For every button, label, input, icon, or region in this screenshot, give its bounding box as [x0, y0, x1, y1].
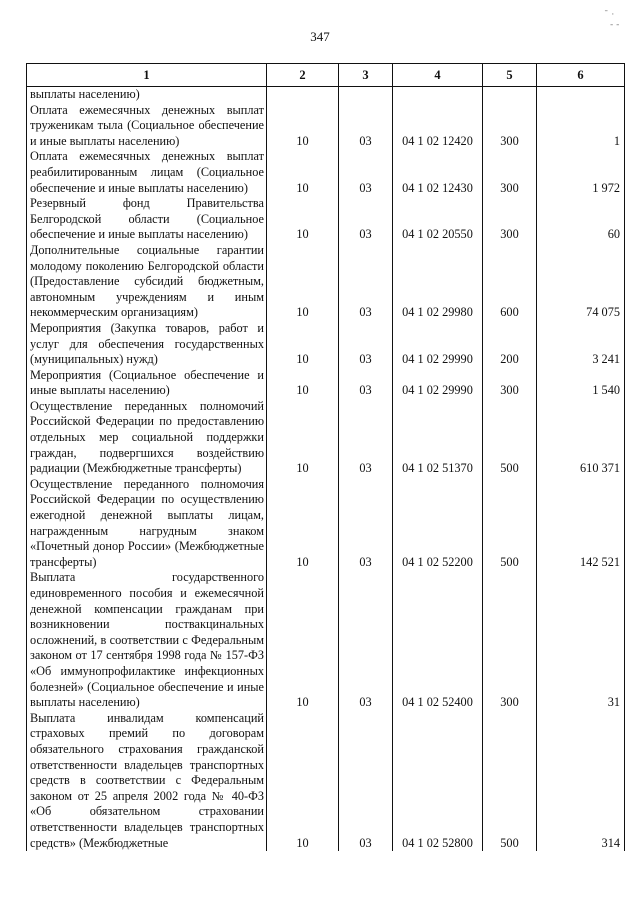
row-description: Мероприятия (Социальное обеспечение и иные выплаты населению) — [27, 368, 267, 399]
continuation-row — [27, 87, 625, 103]
row-subsection: 03 — [339, 477, 393, 571]
row-target-code: 04 1 02 12420 — [393, 103, 483, 150]
column-header-2: 2 — [267, 64, 339, 87]
row-expense-type: 500 — [483, 711, 537, 851]
row-expense-type: 300 — [483, 368, 537, 399]
row-section: 10 — [267, 149, 339, 196]
row-subsection: 03 — [339, 103, 393, 150]
row-target-code: 04 1 02 52200 — [393, 477, 483, 571]
row-subsection: 03 — [339, 149, 393, 196]
row-expense-type: 300 — [483, 149, 537, 196]
row-section: 10 — [267, 321, 339, 368]
continuation-text: выплаты населению) — [27, 87, 267, 103]
row-description: Осуществление переданного полномочия Российской Федерации по осуществлению ежегодной денежной выплаты лицам, награжденным нагрудным знаком «Почетный донор России» (Межбюджетные трансферты) — [27, 477, 267, 571]
table-row — [27, 321, 625, 368]
row-expense-type: 500 — [483, 477, 537, 571]
table-body — [27, 87, 625, 852]
row-amount: 1 972 — [537, 149, 625, 196]
row-description: Выплата инвалидам компенсаций страховых премий по договорам обязательного страхования гражданской ответственности владельцев транспортных средств в соответствии с Федеральным законом от 25 апреля 2002 года № 40-ФЗ «Об обязательном страховании ответственности владельцев транспортных средств» (Межбюджетные — [27, 711, 267, 851]
row-description: Дополнительные социальные гарантии молодому поколению Белгородской области (Предоставление субсидий бюджетным, автономным учреждениям и иным некоммерческим организациям) — [27, 243, 267, 321]
row-description: Оплата ежемесячных денежных выплат труженикам тыла (Социальное обеспечение и иные выплаты населению) — [27, 103, 267, 150]
row-section: 10 — [267, 477, 339, 571]
column-header-6: 6 — [537, 64, 625, 87]
row-target-code: 04 1 02 20550 — [393, 196, 483, 243]
row-expense-type: 600 — [483, 243, 537, 321]
row-target-code: 04 1 02 29990 — [393, 321, 483, 368]
row-amount: 1 — [537, 103, 625, 150]
row-expense-type: 300 — [483, 570, 537, 710]
row-subsection: 03 — [339, 321, 393, 368]
table-row — [27, 711, 625, 851]
row-subsection: 03 — [339, 570, 393, 710]
row-subsection: 03 — [339, 196, 393, 243]
row-amount: 60 — [537, 196, 625, 243]
row-section: 10 — [267, 399, 339, 477]
row-subsection: 03 — [339, 711, 393, 851]
table-row — [27, 399, 625, 477]
row-description: Оплата ежемесячных денежных выплат реабилитированным лицам (Социальное обеспечение и иные выплаты населению) — [27, 149, 267, 196]
row-expense-type: 500 — [483, 399, 537, 477]
row-target-code: 04 1 02 51370 — [393, 399, 483, 477]
table-row — [27, 149, 625, 196]
scan-mark: ‐ ‐ — [610, 20, 620, 30]
column-header-4: 4 — [393, 64, 483, 87]
table-row — [27, 196, 625, 243]
table-row — [27, 477, 625, 571]
row-section: 10 — [267, 368, 339, 399]
row-target-code: 04 1 02 29990 — [393, 368, 483, 399]
column-header-5: 5 — [483, 64, 537, 87]
header-row — [27, 64, 625, 87]
row-description: Выплата государственного единовременного пособия и ежемесячной денежной компенсации гражданам при возникновении поствакцинальных осложнений, в соответствии с Федеральным законом от 17 сентября 1998 года № 157-ФЗ «Об иммунопрофилактике инфекционных болезней» (Социальное обеспечение и иные выплаты населению) — [27, 570, 267, 710]
table-row — [27, 243, 625, 321]
table-row — [27, 368, 625, 399]
row-target-code: 04 1 02 52400 — [393, 570, 483, 710]
row-target-code: 04 1 02 29980 — [393, 243, 483, 321]
row-subsection: 03 — [339, 243, 393, 321]
table-header — [27, 64, 625, 87]
row-amount: 3 241 — [537, 321, 625, 368]
row-section: 10 — [267, 570, 339, 710]
page-number: 347 — [310, 29, 330, 44]
row-description: Мероприятия (Закупка товаров, работ и услуг для обеспечения государственных (муниципальных) нужд) — [27, 321, 267, 368]
row-amount: 142 521 — [537, 477, 625, 571]
row-target-code: 04 1 02 12430 — [393, 149, 483, 196]
budget-table — [26, 63, 625, 851]
row-amount: 74 075 — [537, 243, 625, 321]
row-description: Резервный фонд Правительства Белгородской области (Социальное обеспечение и иные выплаты населению) — [27, 196, 267, 243]
row-expense-type: 200 — [483, 321, 537, 368]
row-amount: 314 — [537, 711, 625, 851]
row-section: 10 — [267, 711, 339, 851]
row-section: 10 — [267, 243, 339, 321]
column-header-3: 3 — [339, 64, 393, 87]
row-target-code: 04 1 02 52800 — [393, 711, 483, 851]
row-expense-type: 300 — [483, 103, 537, 150]
row-subsection: 03 — [339, 368, 393, 399]
row-section: 10 — [267, 196, 339, 243]
row-description: Осуществление переданных полномочий Российской Федерации по предоставлению отдельных мер социальной поддержки граждан, подвергшихся воздействию радиации (Межбюджетные трансферты) — [27, 399, 267, 477]
column-header-1: 1 — [27, 64, 267, 87]
row-expense-type: 300 — [483, 196, 537, 243]
row-amount: 610 371 — [537, 399, 625, 477]
scan-mark: ˉ · — [604, 10, 615, 20]
row-section: 10 — [267, 103, 339, 150]
table-row — [27, 570, 625, 710]
row-amount: 1 540 — [537, 368, 625, 399]
row-amount: 31 — [537, 570, 625, 710]
row-subsection: 03 — [339, 399, 393, 477]
table-row — [27, 103, 625, 150]
